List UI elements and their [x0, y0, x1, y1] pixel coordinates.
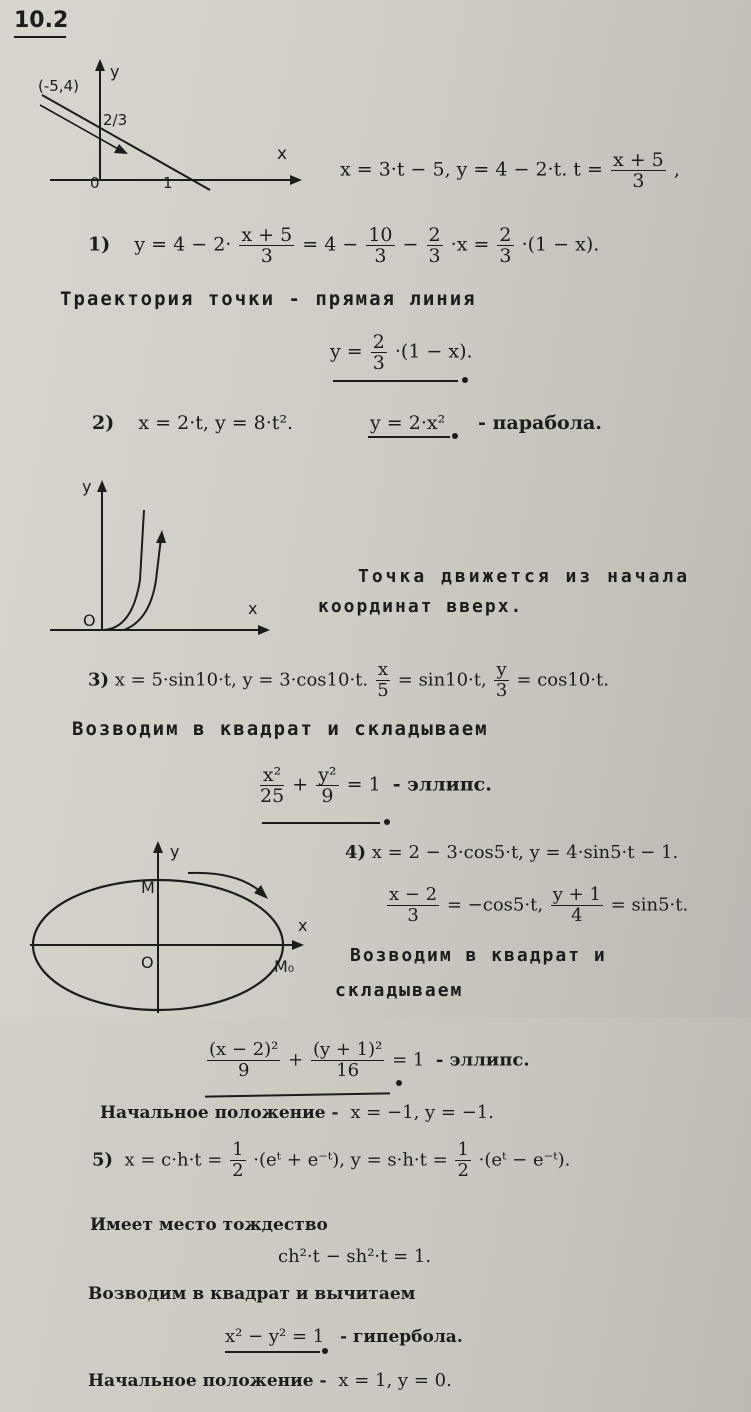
hyperbola-note: - гипербола. [340, 1327, 463, 1347]
part4-equation: 4) x = 2 − 3·cos5·t, y = 4·sin5·t − 1. [345, 842, 679, 863]
fig1-slope-label: 2/3 [103, 111, 128, 129]
square-add-text: Возводим в квадрат и складываем [72, 718, 489, 740]
ellipse2-dot [396, 1080, 402, 1086]
result1-underline [333, 380, 458, 382]
figure-parabola [40, 470, 300, 640]
fig3-origin-label: O [141, 953, 154, 972]
result1-dot [462, 377, 468, 383]
part4-text-a: Возводим в квадрат и [350, 945, 607, 966]
initial1-text: Начальное положение - x = −1, y = −1. [100, 1102, 494, 1123]
figure-line-graph [30, 55, 330, 205]
fig2-origin-label: O [83, 611, 96, 630]
ellipse1-dot [384, 819, 390, 825]
identity-equation: ch²·t − sh²·t = 1. [278, 1246, 432, 1267]
identity-text: Имеет место тождество [90, 1215, 328, 1235]
initial2-text: Начальное положение - x = 1, y = 0. [88, 1370, 452, 1391]
fig3-m-label: M [141, 878, 155, 897]
fig2-x-label: x [248, 599, 258, 618]
square-sub-text: Возводим в квадрат и вычитаем [88, 1284, 416, 1304]
problem-number-underline [14, 36, 66, 38]
ellipse1-equation: $\frac{\text{x²}}{25}$ + $\frac{\text{y²}}{9}$ = 1 - эллипс. [260, 764, 492, 807]
part2-result: y = 2·x² [370, 412, 446, 434]
problem-number: 10.2 [14, 8, 69, 33]
fig1-origin-label: 0 [90, 174, 100, 192]
part2-underline [368, 436, 450, 438]
result1-equation: y = $\frac{2}{3}$ ·(1 − x). [330, 331, 473, 374]
part5-equation: 5) x = c·h·t = $\frac{1}{2}$ ·(eᵗ + e⁻ᵗ), y = s·h·t = $\frac{1}{2}$ ·(eᵗ − e⁻ᵗ). [92, 1139, 571, 1181]
part2-note: - парабола. [478, 412, 602, 434]
part3-equation: 3) x = 5·sin10·t, y = 3·cos10·t. $\frac{x}{5}$ = sin10·t, $\frac{y}{3}$ = cos10·t. [88, 659, 609, 701]
fig1-point-label: (-5,4) [38, 77, 79, 95]
fig3-m0-label: M₀ [274, 957, 295, 976]
motion-text-2: координат вверх. [318, 596, 524, 617]
header-equation: x = 3·t − 5, y = 4 − 2·t. t = $\frac{x + 5}{3}$ , [340, 149, 680, 192]
fig1-x-tick-label: 1 [163, 174, 173, 192]
hyperbola-underline [225, 1351, 320, 1353]
motion-text-1: Точка движется из начала [358, 566, 691, 587]
part4-fractions: $\frac{x - 2}{3}$ = −cos5·t, $\frac{y + 1}{4}$ = sin5·t. [389, 884, 689, 926]
part2-dot [452, 433, 458, 439]
lower-page-section [0, 1018, 751, 1412]
ellipse1-underline [262, 822, 380, 824]
part4-text-b: складываем [335, 980, 464, 1001]
figure-ellipse [28, 835, 328, 1015]
ellipse2-underline [205, 1092, 390, 1097]
fig2-y-label: y [82, 477, 92, 496]
fig3-y-label: y [170, 842, 180, 861]
fig1-y-label: y [110, 62, 120, 81]
fig1-x-label: x [277, 144, 288, 164]
part2-equation: 2) x = 2·t, y = 8·t². [92, 412, 294, 434]
part1-equation: 1) y = 4 − 2· $\frac{x + 5}{3}$ = 4 − $\frac{10}{3}$ − $\frac{2}{3}$ ·x = $\frac{2}{3}$ ·(1 − x). [88, 224, 600, 267]
fig3-x-label: x [298, 916, 308, 935]
hyperbola-equation: x² − y² = 1 [225, 1326, 325, 1347]
trajectory-text: Траектория точки - прямая линия [60, 288, 477, 310]
hyperbola-dot [322, 1348, 328, 1354]
ellipse2-equation: $\frac{\text{(x − 2)²}}{9}$ + $\frac{\text{(y + 1)²}}{16}$ = 1 - эллипс. [209, 1039, 530, 1081]
